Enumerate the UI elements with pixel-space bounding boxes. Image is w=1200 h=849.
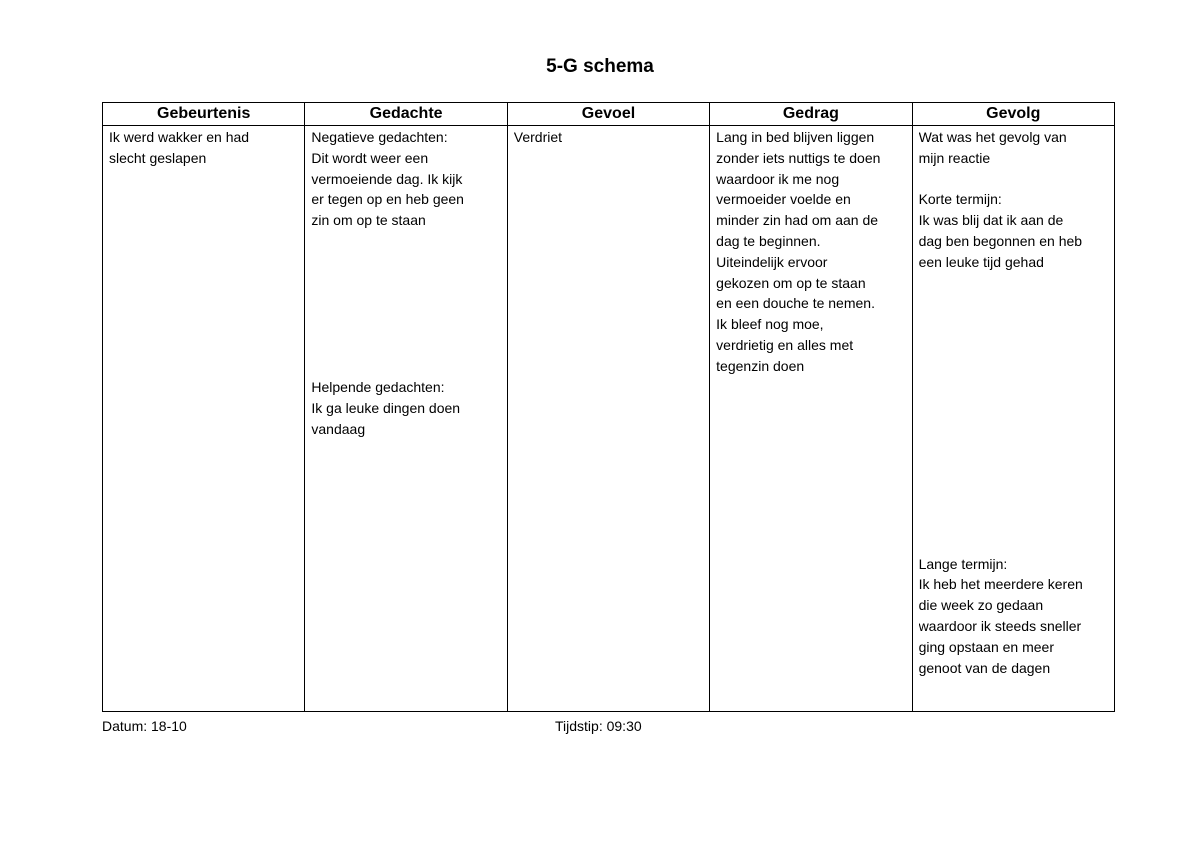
short-term-label: Korte termijn: <box>918 191 1002 208</box>
five-g-schema-table <box>102 102 1115 712</box>
text-line: en een douche te nemen. <box>716 295 875 312</box>
text-line: Uiteindelijk ervoor <box>716 253 828 270</box>
footer-time: Tijdstip: 09:30 <box>555 718 642 734</box>
text-line: gekozen om op te staan <box>716 274 866 291</box>
text-line: Verdriet <box>513 129 563 145</box>
text-line: Ik heb het meerdere keren <box>918 576 1083 593</box>
text-line: tegenzin doen <box>716 357 805 374</box>
text-line: ging opstaan en meer <box>918 638 1054 655</box>
text-line: vermoeider voelde en <box>716 191 851 208</box>
text-line: Ik ga leuke dingen doen <box>311 399 461 416</box>
text-line: slecht geslapen <box>109 149 207 166</box>
column-header-gevolg: Gevolg <box>912 103 1114 126</box>
column-header-gevoel: Gevoel <box>507 103 709 126</box>
text-line: genoot van de dagen <box>918 659 1051 676</box>
text-line: dag te beginnen. <box>716 232 821 249</box>
negative-thoughts-label: Negatieve gedachten: <box>311 129 448 145</box>
column-header-gedachte: Gedachte <box>305 103 507 126</box>
text-line: verdrietig en alles met <box>716 336 854 353</box>
cell-gedachte <box>305 126 507 712</box>
page-title: 5-G schema <box>546 56 654 77</box>
cell-gevolg <box>912 126 1114 712</box>
footer-date: Datum: 18-10 <box>102 718 187 734</box>
cell-gevoel <box>507 126 709 712</box>
table-row <box>103 126 1115 712</box>
text-line: zonder iets nuttigs te doen <box>716 149 881 166</box>
cell-gebeurtenis <box>103 126 305 712</box>
column-header-gedrag: Gedrag <box>710 103 912 126</box>
text-line: er tegen op en heb geen <box>311 191 464 208</box>
text-line: waardoor ik me nog <box>716 170 840 187</box>
text-line: waardoor ik steeds sneller <box>918 617 1082 634</box>
text-line: vandaag <box>311 420 366 437</box>
text-line: Ik bleef nog moe, <box>716 316 824 333</box>
text-line: mijn reactie <box>918 149 991 166</box>
long-term-label: Lange termijn: <box>918 555 1008 572</box>
text-line: dag ben begonnen en heb <box>918 232 1083 249</box>
table-header-row <box>103 103 1115 126</box>
text-line: Ik werd wakker en had <box>109 129 250 145</box>
text-line: minder zin had om aan de <box>716 212 879 229</box>
text-line: Lang in bed blijven liggen <box>716 129 875 145</box>
text-line: die week zo gedaan <box>918 597 1044 614</box>
column-header-gebeurtenis: Gebeurtenis <box>103 103 305 126</box>
text-line: vermoeiende dag. Ik kijk <box>311 170 463 187</box>
cell-gedrag <box>710 126 912 712</box>
text-line: Dit wordt weer een <box>311 149 429 166</box>
text-line: Ik was blij dat ik aan de <box>918 212 1064 229</box>
text-line: zin om op te staan <box>311 212 426 229</box>
helpful-thoughts-label: Helpende gedachten: <box>311 378 445 395</box>
text-line: een leuke tijd gehad <box>918 253 1044 270</box>
text-line: Wat was het gevolg van <box>918 129 1067 145</box>
